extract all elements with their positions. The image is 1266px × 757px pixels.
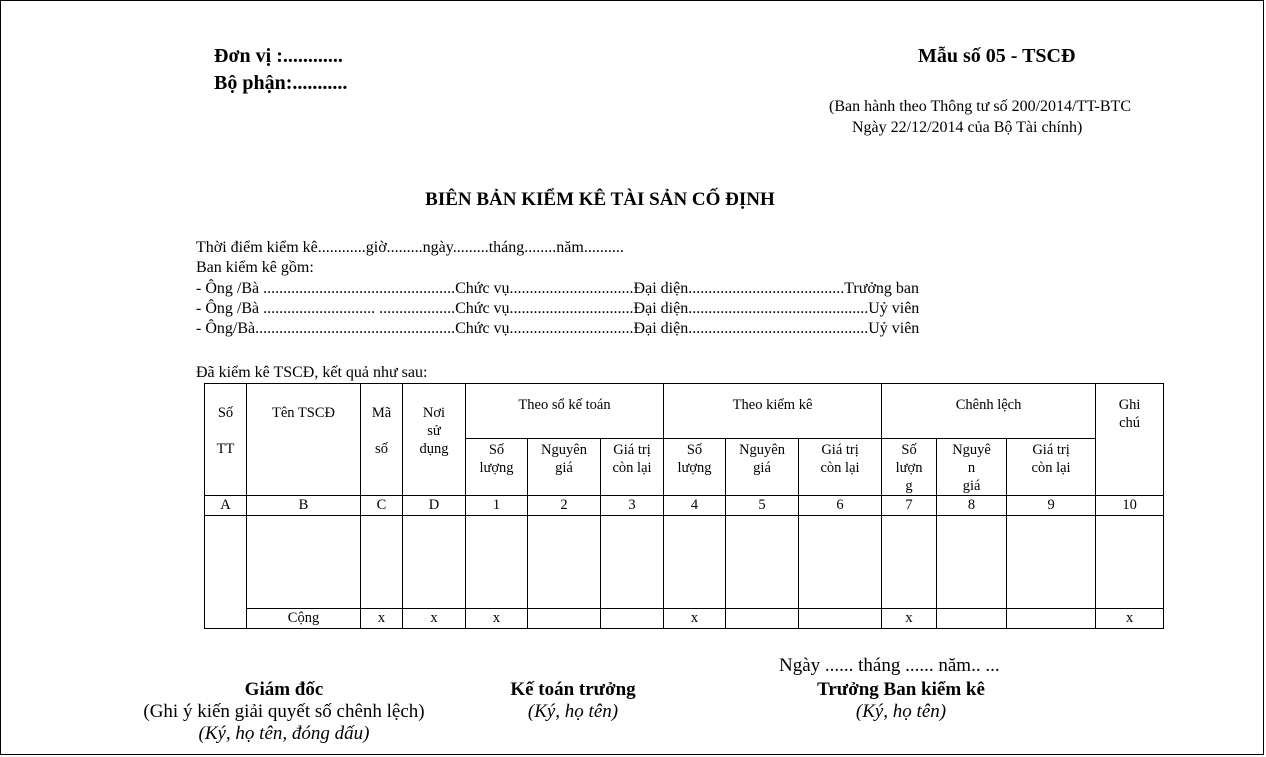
table-index-row xyxy=(205,496,1164,516)
index-cell: 8 xyxy=(937,496,1007,516)
table-cell xyxy=(799,516,882,609)
sub-qty-header: Số lượng xyxy=(664,439,726,496)
total-cell xyxy=(1007,609,1096,629)
board-members-label: Ban kiểm kê gồm: xyxy=(196,259,314,276)
sub-remain-header: Giá trị còn lại xyxy=(601,439,664,496)
table-row xyxy=(205,516,1164,609)
col-code-header: Mã số xyxy=(361,384,403,496)
col-place-header: Nơi sử dụng xyxy=(403,384,466,496)
group-count-header: Theo kiểm kê xyxy=(664,384,882,439)
total-cell: x xyxy=(1096,609,1164,629)
group-diff-header: Chênh lệch xyxy=(882,384,1096,439)
form-number: Mẫu số 05 - TSCĐ xyxy=(918,45,1076,67)
accountant-title: Kế toán trưởng xyxy=(510,679,636,700)
table-header-row xyxy=(205,384,1164,439)
unit-label: Đơn vị :............ xyxy=(214,45,343,67)
document-title: BIÊN BẢN KIỂM KÊ TÀI SẢN CỐ ĐỊNH xyxy=(425,189,775,210)
director-sign-note: (Ký, họ tên, đóng dấu) xyxy=(198,723,370,744)
col-note-header: Ghi chú xyxy=(1096,384,1164,496)
department-label: Bộ phận:........... xyxy=(214,72,348,94)
table-total-row xyxy=(205,609,1164,629)
director-signature-block xyxy=(109,679,459,745)
table-cell xyxy=(937,516,1007,609)
table-cell xyxy=(1007,516,1096,609)
index-cell: 6 xyxy=(799,496,882,516)
col-stt-header: Số TT xyxy=(205,384,247,496)
total-cell: x xyxy=(882,609,937,629)
total-cell xyxy=(726,609,799,629)
board-member-line: - Ông /Bà ............................ ...................Chức vụ...............................Đại diện.............................................Uỷ viên xyxy=(196,300,920,317)
accountant-sign-note: (Ký, họ tên) xyxy=(527,701,619,722)
table-cell xyxy=(664,516,726,609)
sub-remain-header: Giá trị còn lại xyxy=(799,439,882,496)
table-cell xyxy=(1096,516,1164,609)
inventory-time-line: Thời điểm kiểm kê............giờ.........ngày.........tháng........năm.......... xyxy=(196,239,624,256)
group-books-header: Theo sổ kế toán xyxy=(466,384,664,439)
total-cell: x xyxy=(361,609,403,629)
total-cell xyxy=(799,609,882,629)
signature-date-line: Ngày ...... tháng ...... năm.. ... xyxy=(779,655,1000,676)
sub-cost-header: Nguyên giá xyxy=(528,439,601,496)
director-note: (Ghi ý kiến giải quyết số chênh lệch) xyxy=(143,701,425,722)
table-cell xyxy=(247,516,361,609)
table-cell xyxy=(403,516,466,609)
index-cell: B xyxy=(247,496,361,516)
board-member-line: - Ông /Bà ................................................Chức vụ...............................Đại diện.......................................Trưởng ban xyxy=(196,280,919,297)
index-cell: 5 xyxy=(726,496,799,516)
inventory-head-title: Trưởng Ban kiểm kê xyxy=(817,679,985,700)
total-cell: x xyxy=(664,609,726,629)
table-cell xyxy=(528,516,601,609)
issued-note-line1: (Ban hành theo Thông tư số 200/2014/TT-BTC xyxy=(829,98,1131,115)
table-cell xyxy=(205,516,247,629)
table-cell xyxy=(726,516,799,609)
accountant-signature-block xyxy=(473,679,673,723)
director-title: Giám đốc xyxy=(244,679,324,700)
total-cell xyxy=(937,609,1007,629)
index-cell: 2 xyxy=(528,496,601,516)
table-cell xyxy=(601,516,664,609)
sub-qty-diff-header: Số lượn g xyxy=(882,439,937,496)
index-cell: 4 xyxy=(664,496,726,516)
total-cell: x xyxy=(403,609,466,629)
table-cell xyxy=(361,516,403,609)
index-cell: 1 xyxy=(466,496,528,516)
index-cell: A xyxy=(205,496,247,516)
table-cell xyxy=(882,516,937,609)
sub-cost-diff-header: Nguyê n giá xyxy=(937,439,1007,496)
total-cell xyxy=(601,609,664,629)
inventory-head-sign-note: (Ký, họ tên) xyxy=(855,701,947,722)
index-cell: 9 xyxy=(1007,496,1096,516)
index-cell: 3 xyxy=(601,496,664,516)
inventory-head-signature-block xyxy=(781,679,1021,723)
issued-note-line2: Ngày 22/12/2014 của Bộ Tài chính) xyxy=(852,119,1083,136)
table-cell xyxy=(466,516,528,609)
inventory-table xyxy=(204,383,1164,629)
board-member-line: - Ông/Bà..................................................Chức vụ...............................Đại diện.............................................Uỷ viên xyxy=(196,320,920,337)
total-label: Cộng xyxy=(247,609,361,629)
index-cell: C xyxy=(361,496,403,516)
total-cell xyxy=(528,609,601,629)
result-intro: Đã kiểm kê TSCĐ, kết quả như sau: xyxy=(196,364,428,381)
index-cell: 7 xyxy=(882,496,937,516)
col-name-header: Tên TSCĐ xyxy=(247,384,361,496)
sub-remain-header: Giá trị còn lại xyxy=(1007,439,1096,496)
index-cell: 10 xyxy=(1096,496,1164,516)
sub-cost-header: Nguyên giá xyxy=(726,439,799,496)
total-cell: x xyxy=(466,609,528,629)
index-cell: D xyxy=(403,496,466,516)
sub-qty-header: Số lượng xyxy=(466,439,528,496)
